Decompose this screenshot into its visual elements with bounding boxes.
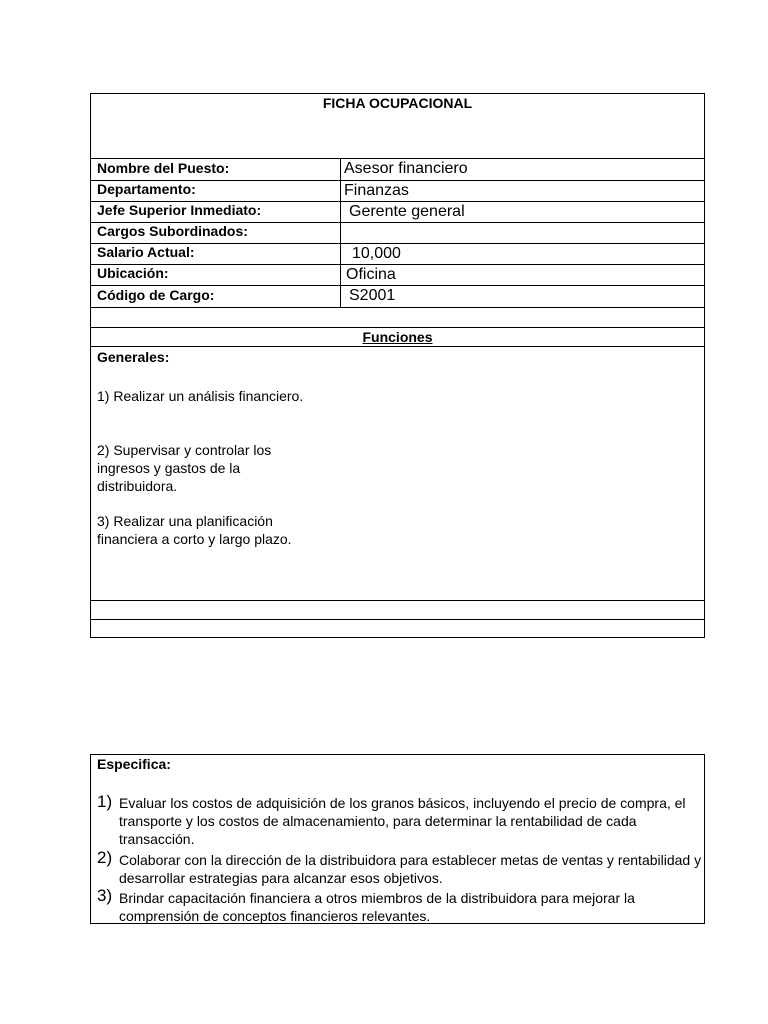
generales-item: 1) Realizar un análisis financiero. (97, 388, 304, 404)
list-item-number: 2) (97, 848, 113, 867)
row-label-cargos-subordinados: Cargos Subordinados: (97, 223, 248, 239)
row-label-jefe-superior: Jefe Superior Inmediato: (97, 202, 262, 218)
table-column-divider (340, 158, 341, 307)
table-border-right (704, 93, 705, 638)
row-value-nombre-del-puesto: Asesor financiero (344, 160, 468, 177)
generales-item: 3) Realizar una planificación financiera a corto y largo plazo. (97, 513, 292, 547)
table-divider (91, 346, 704, 347)
row-label-ubicacion: Ubicación: (97, 265, 169, 281)
generales-heading: Generales: (97, 349, 170, 365)
row-value-ubicacion: Oficina (346, 266, 396, 283)
list-item-text: Evaluar los costos de adquisición de los granos básicos, incluyendo el precio de compra, el transporte y los costos de almacenamiento, para determinar la rentabilidad de cada transacción. (119, 795, 686, 847)
table-divider (91, 600, 704, 601)
table-divider (91, 307, 704, 308)
row-value-departamento: Finanzas (344, 182, 409, 199)
table-divider (91, 158, 704, 159)
row-label-departamento: Departamento: (97, 181, 196, 197)
box-border-top (91, 754, 704, 755)
table-divider (91, 264, 704, 265)
row-label-salario-actual: Salario Actual: (97, 244, 195, 260)
box-border-right (704, 754, 705, 924)
table-divider (91, 285, 704, 286)
row-label-nombre-del-puesto: Nombre del Puesto: (97, 160, 230, 176)
row-value-salario-actual: 10,000 (352, 245, 401, 262)
list-item-text: Colaborar con la dirección de la distribuidora para establecer metas de ventas y rentabilidad y desarrollar estrategias para alcanzar esos objetivos. (119, 852, 702, 886)
table-divider (91, 619, 704, 620)
table-border-bottom (91, 637, 704, 638)
table-title: FICHA OCUPACIONAL (322, 95, 473, 111)
table-border-top (91, 93, 704, 94)
row-value-codigo-de-cargo: S2001 (349, 287, 396, 304)
row-label-codigo-de-cargo: Código de Cargo: (97, 287, 215, 303)
especifica-heading: Especifica: (97, 756, 171, 772)
row-value-jefe-superior: Gerente general (349, 203, 465, 220)
list-item-number: 3) (97, 886, 113, 905)
funciones-heading: Funciones (362, 329, 433, 345)
generales-item: 2) Supervisar y controlar los ingresos y gastos de la distribuidora. (97, 442, 272, 494)
table-border-left (90, 93, 91, 638)
box-border-left (90, 754, 91, 924)
list-item-number: 1) (97, 792, 113, 811)
table-divider (91, 327, 704, 328)
list-item-text: Brindar capacitación financiera a otros miembros de la distribuidora para mejorar la comprensión de conceptos financieros relevantes. (119, 890, 635, 924)
